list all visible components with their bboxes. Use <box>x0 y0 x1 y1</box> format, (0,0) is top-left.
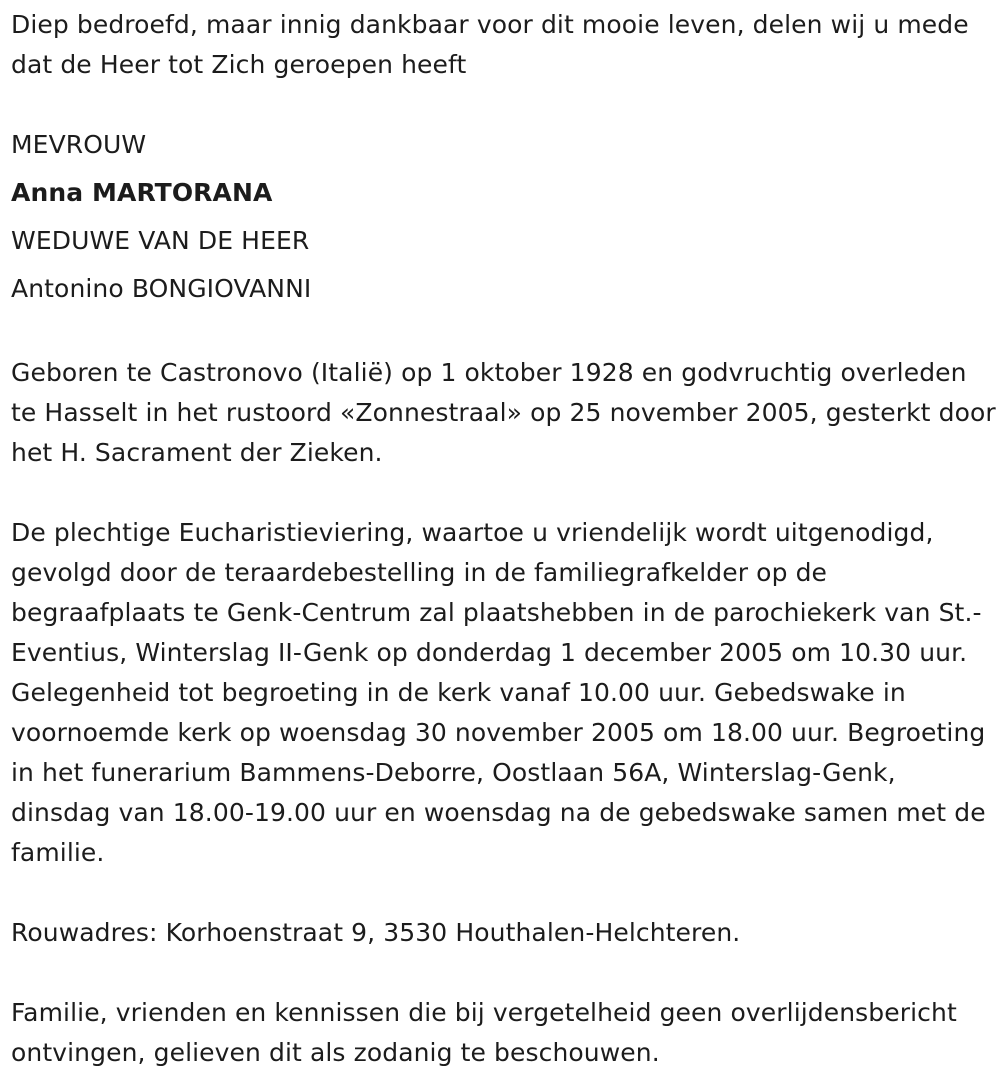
spouse-name: Antonino BONGIOVANNI <box>11 274 312 303</box>
intro-paragraph: Diep bedroefd, maar innig dankbaar voor dit mooie leven, delen wij u mede dat de Heer tot Zich geroepen heeft <box>11 10 969 79</box>
deceased-relation: WEDUWE VAN DE HEER <box>11 226 310 255</box>
birth-death-paragraph: Geboren te Castronovo (Italië) op 1 oktober 1928 en godvruchtig overleden te Hasselt in het rustoord «Zonnestraal» op 25 november 2005, gesterkt door het H. Sacrament der Zieken. <box>11 358 996 467</box>
spacer <box>11 85 996 125</box>
closing-paragraph: Familie, vrienden en kennissen die bij vergetelheid geen overlijdensbericht ontvingen, gelieven dit als zodanig te beschouwen. <box>11 998 957 1067</box>
deceased-title: MEVROUW <box>11 130 147 159</box>
deceased-block <box>11 121 996 313</box>
address-paragraph: Rouwadres: Korhoenstraat 9, 3530 Houthalen-Helchteren. <box>11 918 741 947</box>
spacer <box>11 473 996 513</box>
obituary-notice <box>11 5 996 1073</box>
deceased-name: Anna MARTORANA <box>11 178 273 207</box>
spacer <box>11 873 996 913</box>
spacer <box>11 313 996 353</box>
ceremony-paragraph: De plechtige Eucharistieviering, waartoe u vriendelijk wordt uitgenodigd, gevolgd door de teraardebestelling in de familiegrafkelder op de begraafplaats te Genk-Centrum zal plaatshebben in de parochiekerk van St.-Eventius, Winterslag II-Genk op donderdag 1 december 2005 om 10.30 uur. Gelegenheid tot begroeting in de kerk vanaf 10.00 uur. Gebedswake in voornoemde kerk op woensdag 30 november 2005 om 18.00 uur. Begroeting in het funerarium Bammens-Deborre, Oostlaan 56A, Winterslag-Genk, dinsdag van 18.00-19.00 uur en woensdag na de gebedswake samen met de familie. <box>11 518 986 867</box>
spacer <box>11 953 996 993</box>
